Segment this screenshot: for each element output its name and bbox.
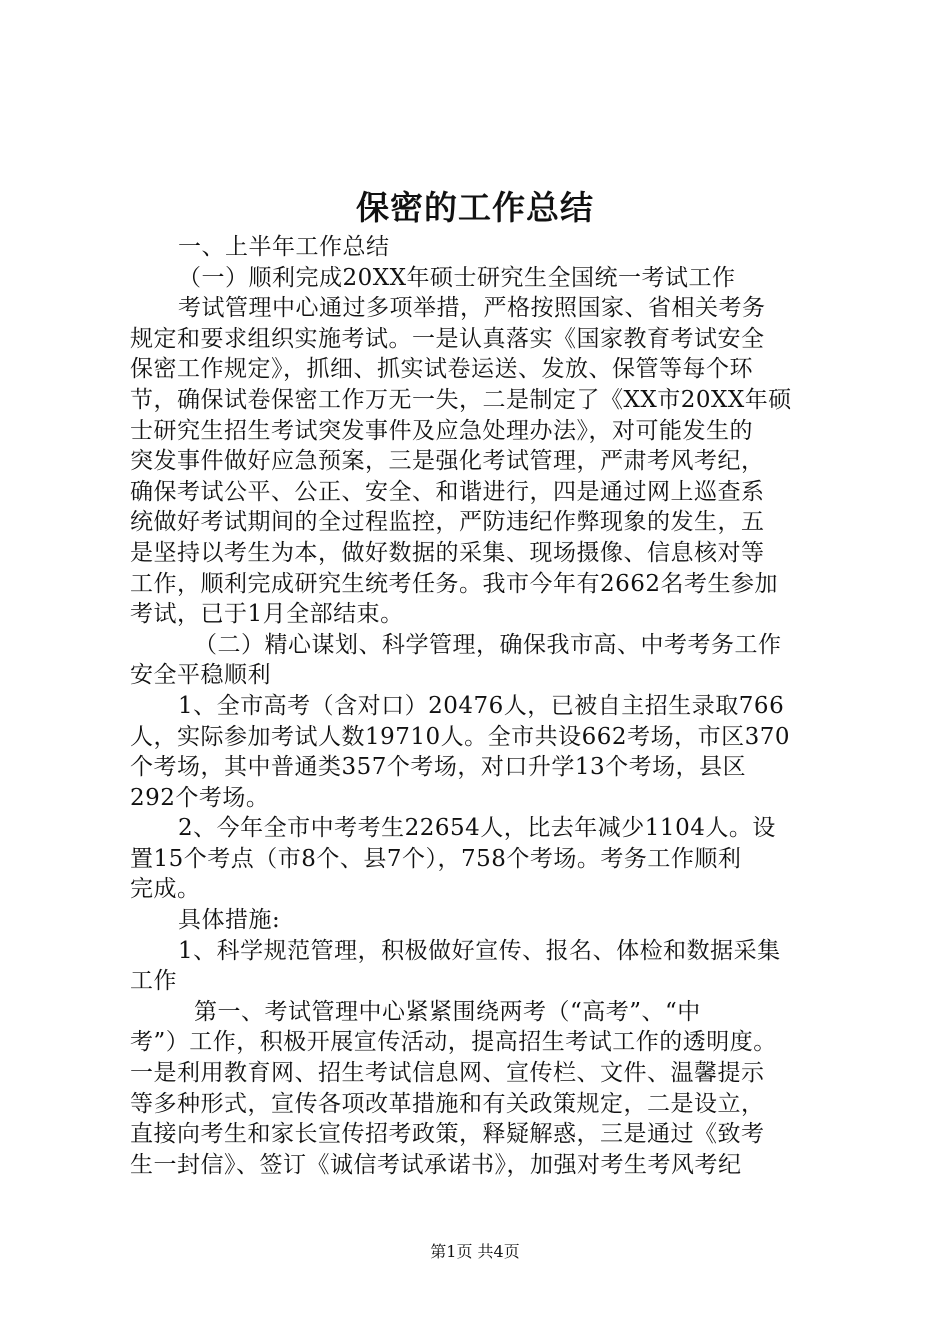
text-line: 突发事件做好应急预案，三是强化考试管理，严肃考风考纪， [130,448,765,475]
text-line: 规定和要求组织实施考试。一是认真落实《国家教育考试安全 [130,325,765,352]
text-line: 节，确保试卷保密工作万无一失，二是制定了《XX市20XX年硕 [130,386,792,413]
text-line: 工作 [130,968,177,995]
text-line: （二）精心谋划、科学管理，确保我市高、中考考务工作 [194,631,782,658]
text-line: 置15个考点（市8个、县7个），758个考场。考务工作顺利 [130,845,742,872]
text-line: 1、全市高考（含对口）20476人，已被自主招生录取766 [178,692,785,719]
text-line: 一、上半年工作总结 [178,234,390,260]
document-body [130,232,840,1180]
text-line: 292个考场。 [130,784,270,811]
text-line: 直接向考生和家长宣传招考政策，释疑解惑，三是通过《致考 [130,1121,765,1148]
text-line: 安全平稳顺利 [130,662,271,689]
text-line: 第一、考试管理中心紧紧围绕两考（“高考”、“中 [194,998,701,1025]
text-line: 1、科学规范管理，积极做好宣传、报名、体检和数据采集 [178,937,781,964]
text-line: 等多种形式，宣传各项改革措施和有关政策规定，二是设立， [130,1090,765,1117]
text-line: 考”）工作，积极开展宣传活动，提高招生考试工作的透明度。 [130,1029,777,1056]
text-line: 人，实际参加考试人数19710人。全市共设662考场，市区370 [130,723,790,750]
text-line: 工作，顺利完成研究生统考任务。我市今年有2662名考生参加 [130,570,779,597]
text-line: 生一封信》、签订《诚信考试承诺书》，加强对考生考风考纪 [130,1151,742,1178]
text-line: 是坚持以考生为本，做好数据的采集、现场摄像、信息核对等 [130,539,765,566]
text-line: 考试，已于1月全部结束。 [130,601,404,628]
text-line: 士研究生招生考试突发事件及应急处理办法》，对可能发生的 [130,417,753,444]
text-line: 一是利用教育网、招生考试信息网、宣传栏、文件、温馨提示 [130,1060,765,1087]
text-line: 个考场，其中普通类357个考场，对口升学13个考场，县区 [130,754,747,781]
text-line: 2、今年全市中考考生22654人，比去年减少1104人。设 [178,815,776,842]
text-line: 确保考试公平、公正、安全、和谐进行，四是通过网上巡查系 [130,478,765,505]
text-line: 保密工作规定》，抓细、抓实试卷运送、发放、保管等每个环 [130,356,753,383]
text-line: （一）顺利完成20XX年硕士研究生全国统一考试工作 [178,264,736,291]
page-footer: 第1页 共4页 [430,1242,520,1261]
text-line: 统做好考试期间的全过程监控，严防违纪作弊现象的发生，五 [130,509,765,536]
text-line: 具体措施: [178,907,281,934]
text-line: 完成。 [130,876,201,903]
page-title: 保密的工作总结 [356,188,594,227]
text-line: 考试管理中心通过多项举措，严格按照国家、省相关考务 [178,295,766,322]
